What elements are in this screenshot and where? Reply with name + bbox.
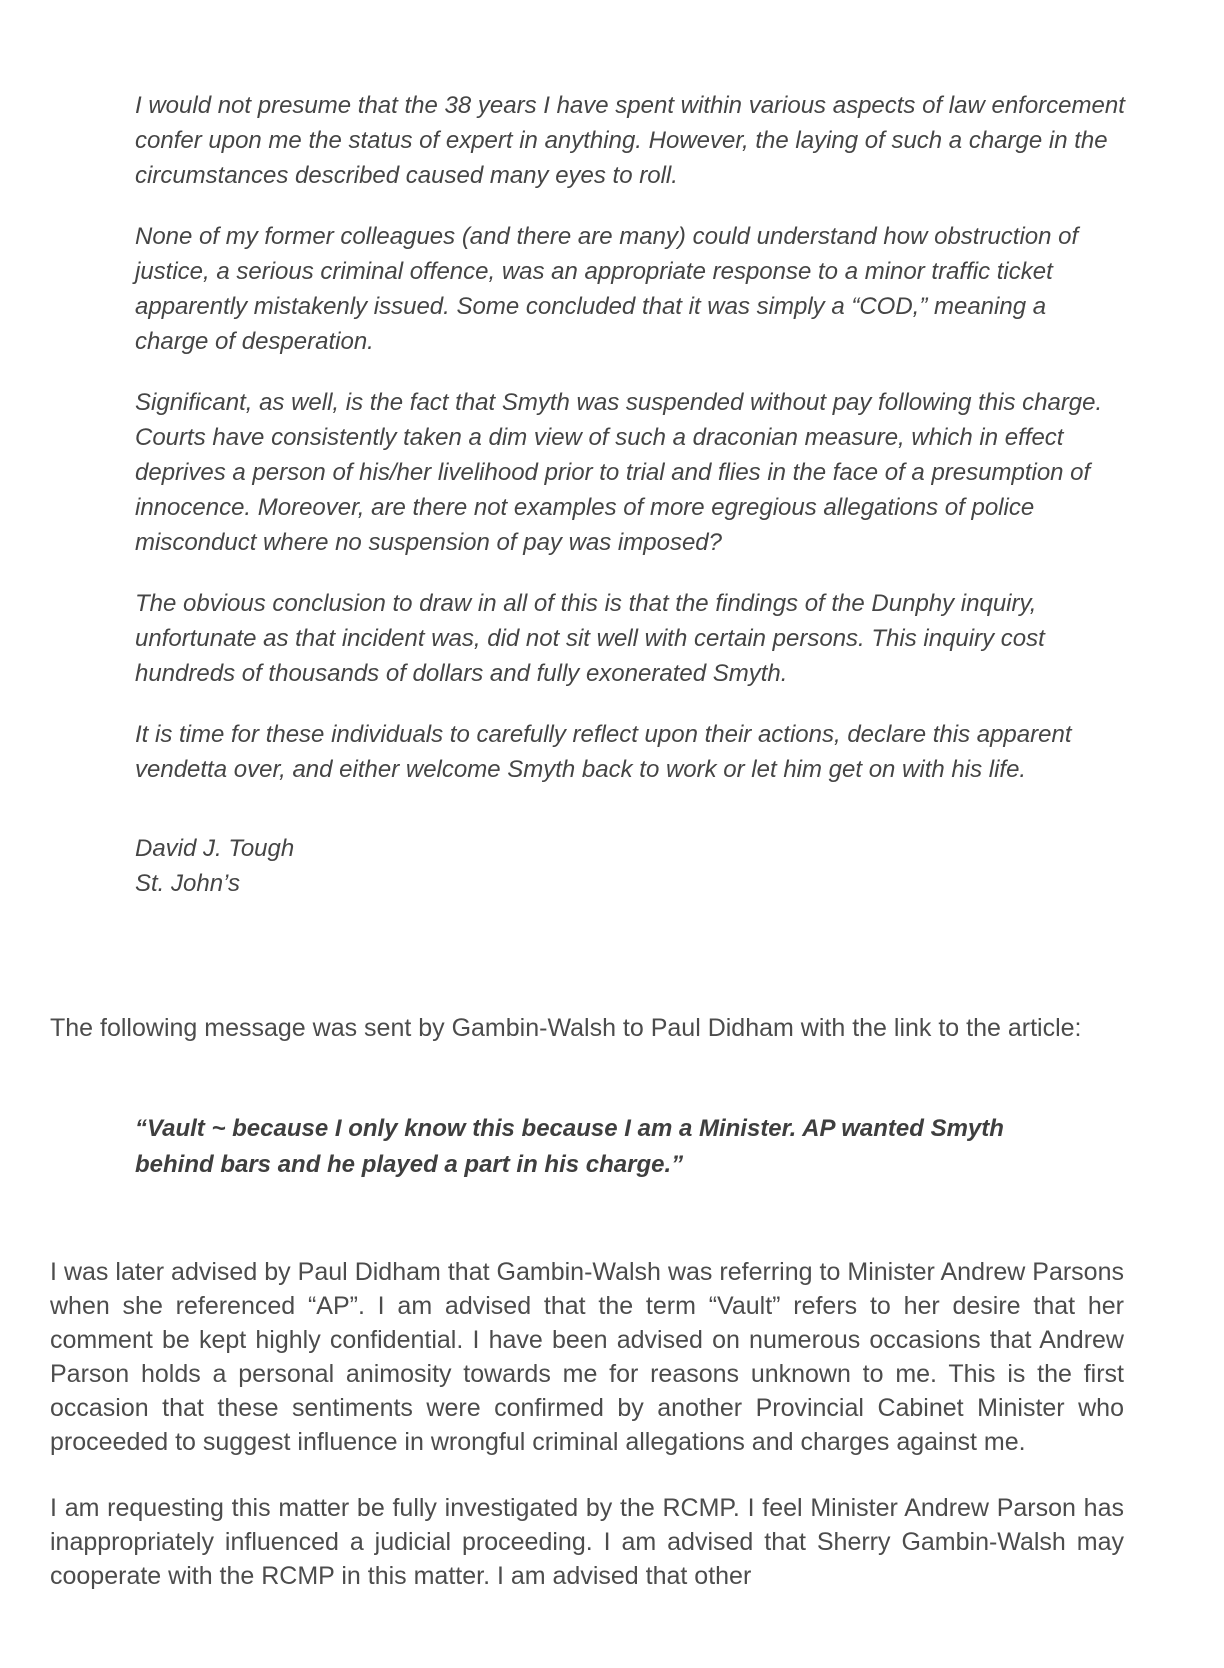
letter-paragraph-5: It is time for these individuals to carefully reflect upon their actions, declare this apparent vendetta over, and either welcome Smyth back to work or let him get on with his life. — [135, 721, 1072, 783]
message-quote: “Vault ~ because I only know this because I am a Minister. AP wanted Smyth behind bars and he played a part in his charge.” — [135, 1115, 1004, 1178]
body-paragraph-2: I am requesting this matter be fully investigated by the RCMP. I feel Minister Andrew Parson has inappropriately influenced a judicial proceeding. I am advised that Sherry Gambin-Walsh may cooperate with the RCMP in this matter. I am advised that other — [50, 1494, 1124, 1590]
letter-paragraph-3: Significant, as well, is the fact that Smyth was suspended without pay following this charge. Courts have consistently taken a dim view of such a draconian measure, which in effect deprives a person of his/her livelihood prior to trial and flies in the face of a presumption of innocence. Moreover, are there not examples of more egregious allegations of police misconduct where no suspension of pay was imposed? — [135, 389, 1103, 556]
letter-quote-section — [135, 88, 1125, 901]
intro-paragraph: The following message was sent by Gambin-Walsh to Paul Didham with the link to the article: — [50, 1014, 1082, 1042]
signature-city: St. John’s — [135, 870, 240, 897]
body-paragraph-1: I was later advised by Paul Didham that Gambin-Walsh was referring to Minister Andrew Parsons when she referenced “AP”. I am advised that the term “Vault” refers to her desire that her comment be kept highly confidential. I have been advised on numerous occasions that Andrew Parson holds a personal animosity towards me for reasons unknown to me. This is the first occasion that these sentiments were confirmed by another Provincial Cabinet Minister who proceeded to suggest influence in wrongful criminal allegations and charges against me. — [50, 1258, 1124, 1456]
letter-paragraph-4: The obvious conclusion to draw in all of this is that the findings of the Dunphy inquiry, unfortunate as that incident was, did not sit well with certain persons. This inquiry cost hundreds of thousands of dollars and fully exonerated Smyth. — [135, 590, 1045, 687]
letter-paragraph-2: None of my former colleagues (and there are many) could understand how obstruction of justice, a serious criminal offence, was an appropriate response to a minor traffic ticket apparently mistakenly issued. Some concluded that it was simply a “COD,” meaning a charge of desperation. — [135, 223, 1079, 355]
letter-paragraph-1: I would not presume that the 38 years I have spent within various aspects of law enforcement confer upon me the status of expert in anything. However, the laying of such a charge in the circumstances described caused many eyes to roll. — [135, 92, 1125, 189]
signature-name: David J. Tough — [135, 835, 295, 862]
